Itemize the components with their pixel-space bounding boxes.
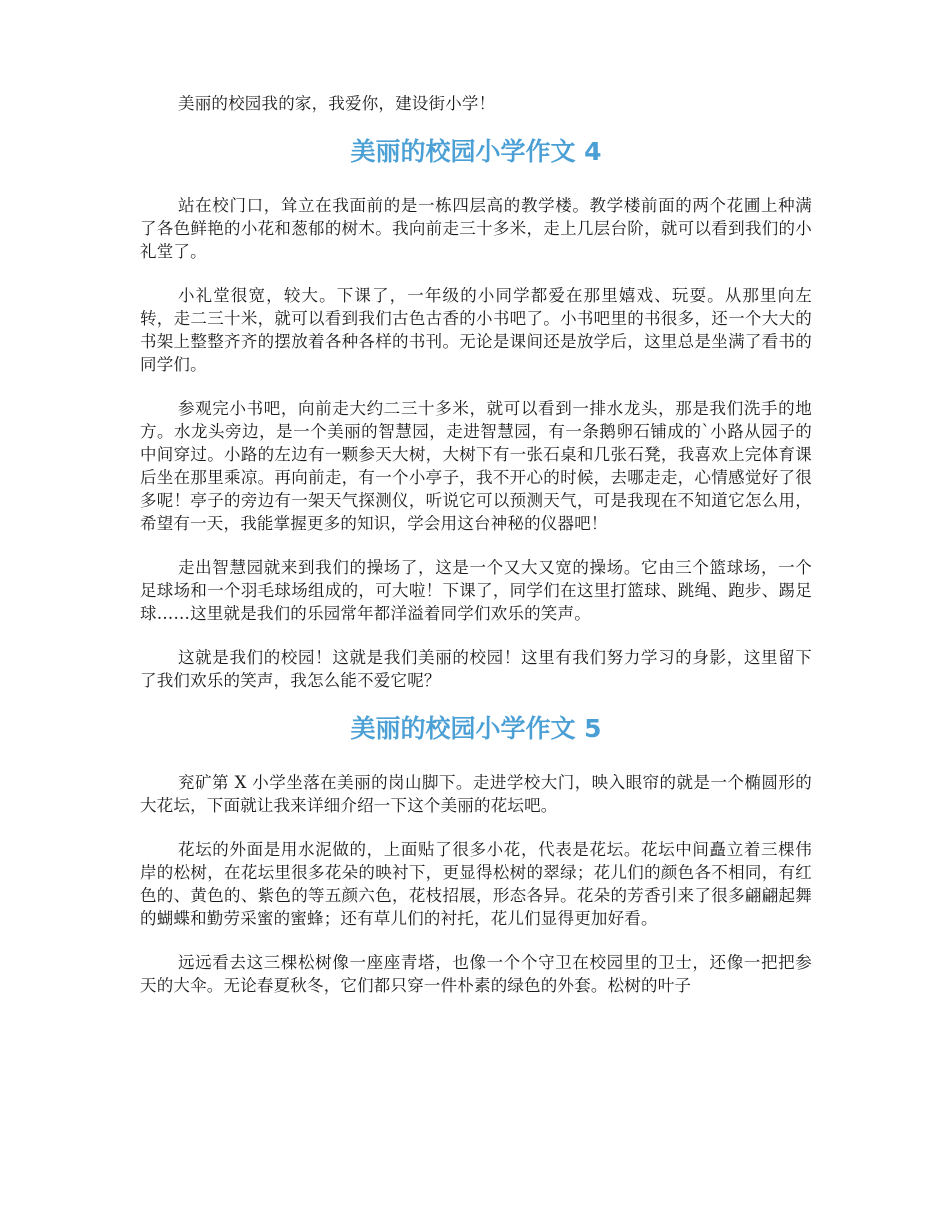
document-page (140, 92, 812, 1018)
section-4-paragraph-1: 站在校门口，耸立在我面前的是一栋四层高的教学楼。教学楼前面的两个花圃上种满了各色鲜艳的小花和葱郁的树木。我向前走三十多米，走上几层台阶，就可以看到我们的小礼堂了。 (140, 196, 812, 261)
section-4-paragraph-5: 这就是我们的校园！这就是我们美丽的校园！这里有我们努力学习的身影，这里留下了我们欢乐的笑声，我怎么能不爱它呢？ (140, 648, 812, 690)
section-4-paragraph-3: 参观完小书吧，向前走大约二三十多米，就可以看到一排水龙头，那是我们洗手的地方。水龙头旁边，是一个美丽的智慧园，走进智慧园，有一条鹅卵石铺成的`小路从园子的中间穿过。小路的左边有一颗参天大树，大树下有一张石桌和几张石凳，我喜欢上完体育课后坐在那里乘凉。再向前走，有一个小亭子，我不开心的时候，去哪走走，心情感觉好了很多呢！亭子的旁边有一架天气探测仪，听说它可以预测天气，可是我现在不知道它怎么用，希望有一天，我能掌握更多的知识，学会用这台神秘的仪器吧！ (140, 399, 812, 533)
section-5-paragraph-2: 花坛的外面是用水泥做的，上面贴了很多小花，代表是花坛。花坛中间矗立着三棵伟岸的松树，在花坛里很多花朵的映衬下，更显得松树的翠绿；花儿们的颜色各不相同，有红色的、黄色的、紫色的等五颜六色，花枝招展，形态各异。花朵的芳香引来了很多翩翩起舞的蝴蝶和勤劳采蜜的蜜蜂；还有草儿们的衬托，花儿们显得更加好看。 (140, 840, 812, 928)
section-5-paragraph-1: 兖矿第 X 小学坐落在美丽的岗山脚下。走进学校大门，映入眼帘的就是一个椭圆形的大花坛，下面就让我来详细介绍一下这个美丽的花坛吧。 (140, 773, 812, 815)
section-4-paragraph-4: 走出智慧园就来到我们的操场了，这是一个又大又宽的操场。它由三个篮球场，一个足球场和一个羽毛球场组成的，可大啦！下课了，同学们在这里打篮球、跳绳、跑步、踢足球……这里就是我们的乐园常年都洋溢着同学们欢乐的笑声。 (140, 558, 812, 623)
section-5-title: 美丽的校园小学作文 5 (350, 714, 602, 743)
intro-paragraph: 美丽的校园我的家，我爱你，建设街小学！ (178, 94, 496, 113)
section-4-title: 美丽的校园小学作文 4 (350, 137, 602, 166)
section-5-paragraph-3: 远远看去这三棵松树像一座座青塔，也像一个个守卫在校园里的卫士，还像一把把参天的大伞。无论春夏秋冬，它们都只穿一件朴素的绿色的外套。松树的叶子 (140, 953, 812, 995)
section-4-paragraph-2: 小礼堂很宽，较大。下课了，一年级的小同学都爱在那里嬉戏、玩耍。从那里向左转，走二三十米，就可以看到我们古色古香的小书吧了。小书吧里的书很多，还一个大大的书架上整整齐齐的摆放着各种各样的书刊。无论是课间还是放学后，这里总是坐满了看书的同学们。 (140, 286, 812, 374)
